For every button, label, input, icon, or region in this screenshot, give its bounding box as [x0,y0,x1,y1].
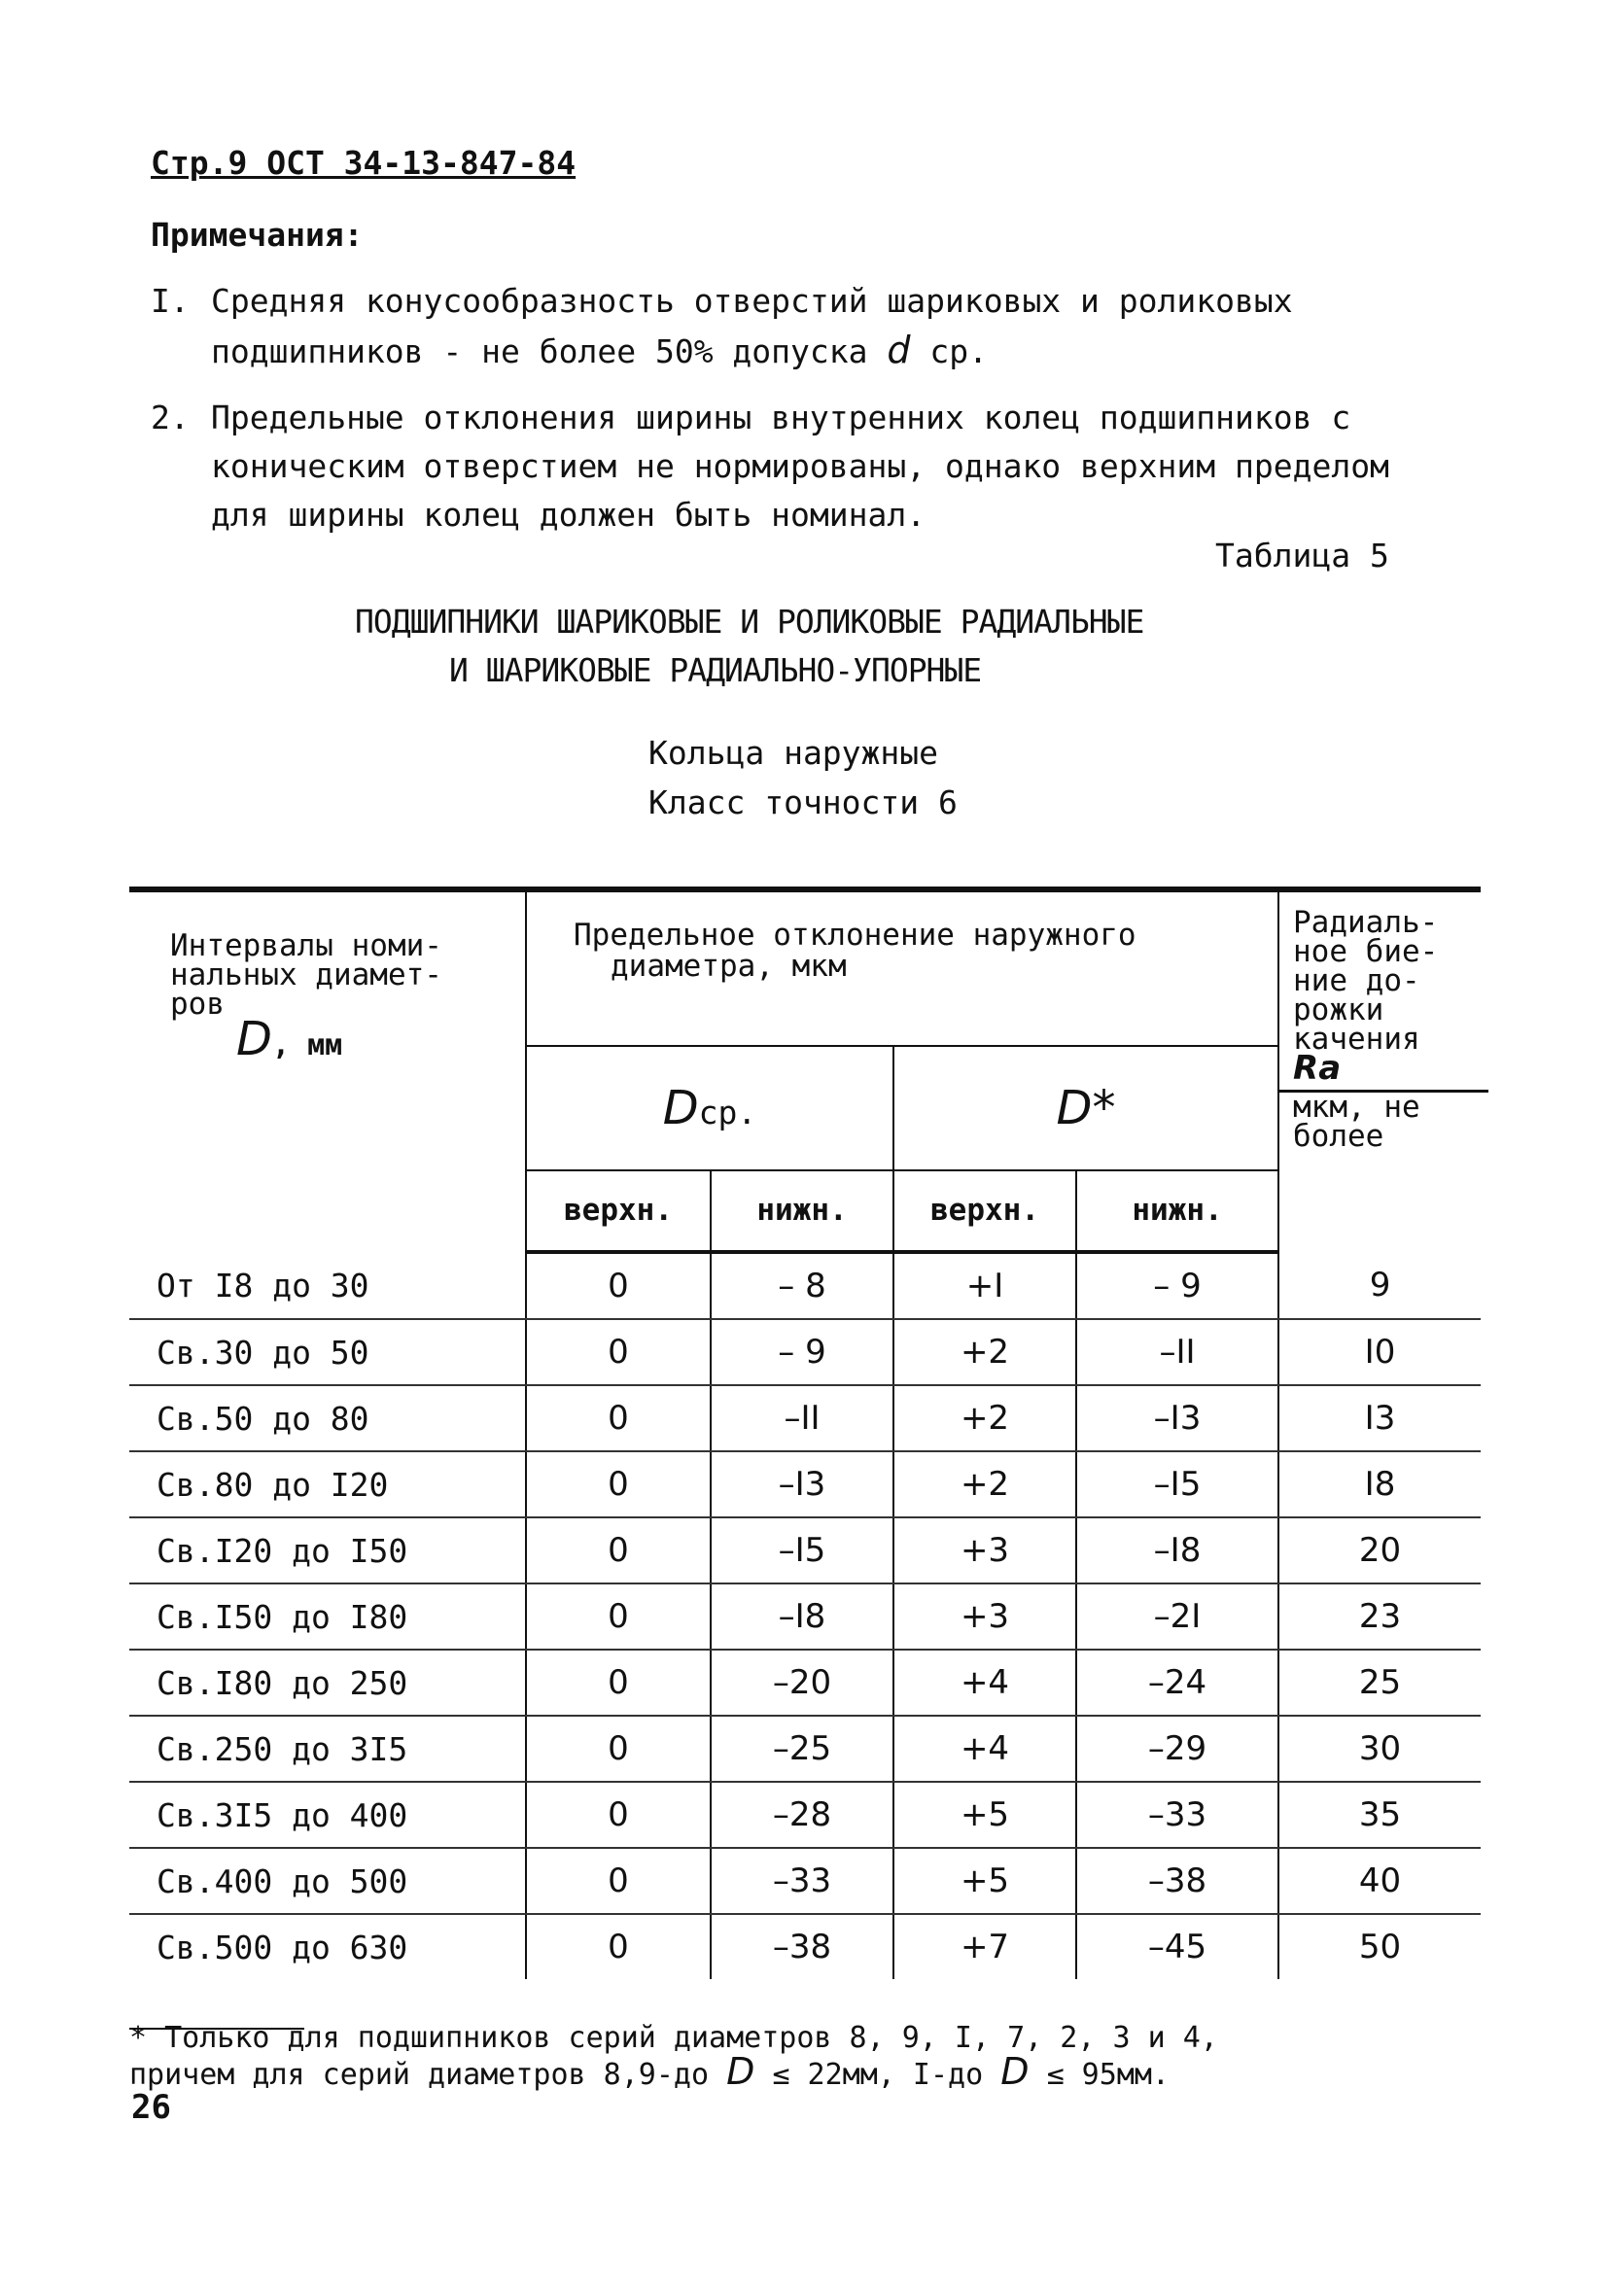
table-subtitle-line-2: Класс точности 6 [648,783,958,821]
cell-runout: I3 [1278,1385,1481,1451]
cell-dmp-lower: –II [711,1385,893,1451]
cell-d-lower: –I3 [1076,1385,1278,1451]
note-2-line-1: Предельные отклонения ширины внутренних колец подшипников с [211,399,1351,436]
cell-interval: От I8 до 30 [129,1252,526,1319]
cell-d-upper: +3 [893,1583,1076,1650]
cell-dmp-upper: 0 [526,1650,711,1716]
cell-dmp-lower: –25 [711,1716,893,1782]
cell-d-lower: –38 [1076,1848,1278,1914]
note-1-line-2: подшипников - не более 50% допуска [211,332,868,370]
cell-runout: 35 [1278,1782,1481,1848]
cell-dmp-lower: –28 [711,1782,893,1848]
table-row [129,1319,1481,1385]
cell-dmp-lower: –33 [711,1848,893,1914]
header-radial-runout: Радиаль- ное бие- ние до- рожки качения Ra мкм, не более [1278,892,1481,1252]
subheader-upper: верхн. [526,1170,711,1252]
table-row [129,1848,1481,1914]
cell-dmp-upper: 0 [526,1782,711,1848]
table-label: Таблица 5 [1215,537,1389,574]
cell-dmp-upper: 0 [526,1914,711,1979]
cell-interval: Св.250 до 3I5 [129,1716,526,1782]
cell-dmp-upper: 0 [526,1319,711,1385]
cell-interval: Св.I50 до I80 [129,1583,526,1650]
table-row [129,1716,1481,1782]
footnote [129,2022,1218,2092]
cell-runout: 50 [1358,1928,1402,1966]
d-symbol: D [236,1012,272,1066]
cell-interval: Св.I80 до 250 [129,1650,526,1716]
subheader-lower: нижн. [1076,1170,1278,1252]
cell-dmp-lower: – 8 [711,1252,893,1319]
cell-runout: 23 [1278,1583,1481,1650]
cell-dmp-lower: –I3 [711,1451,893,1517]
cell-d-lower: –II [1076,1319,1278,1385]
cell-d-upper: +2 [893,1319,1076,1385]
table-subtitle-line-1: Кольца наружные [648,734,939,772]
cell-dmp-upper: 0 [526,1583,711,1650]
cell-dmp-upper: 0 [526,1385,711,1451]
cell-dmp-lower: –38 [711,1914,893,1979]
ra-symbol: Ra [1293,1049,1342,1088]
cell-dmp-lower: –20 [711,1650,893,1716]
cell-dmp-upper: 0 [526,1716,711,1782]
table-row [129,1914,1481,1979]
unit-mm: , мм [271,1028,343,1062]
subheader-upper: верхн. [893,1170,1076,1252]
cell-d-lower: –2I [1076,1583,1278,1650]
cell-d-upper: +2 [893,1451,1076,1517]
cell-d-lower: –I5 [1076,1451,1278,1517]
footnote-line-1: * Только для подшипников серий диаметров 8, 9, I, 7, 2, 3 и 4, [129,2021,1218,2055]
cell-runout: 40 [1278,1848,1481,1914]
cell-d-lower: –45 [1076,1914,1278,1979]
cell-d-upper: +5 [893,1848,1076,1914]
cell-dmp-upper: 0 [526,1848,711,1914]
table-title-line-2: И ШАРИКОВЫЕ РАДИАЛЬНО-УПОРНЫЕ [449,651,982,689]
note-1 [151,277,1293,376]
cell-d-lower: –29 [1076,1716,1278,1782]
cell-interval: Св.400 до 500 [129,1848,526,1914]
table-row [129,1451,1481,1517]
cell-runout: 20 [1278,1517,1481,1583]
footnote-line-2: причем для серий диаметров 8,9-до D ≤ 22мм, I-до D ≤ 95мм. [129,2050,1170,2093]
note-1-line-1: Средняя конусообразность отверстий шариковых и роликовых [211,282,1293,320]
cell-dmp-lower: –I8 [711,1583,893,1650]
header-dmp: Dср. [526,1046,893,1170]
cell-d-upper: +7 [893,1914,1076,1979]
cell-runout: I8 [1278,1451,1481,1517]
note-1-line-2-end: ср. [929,332,988,370]
note-2-line-3: для ширины колец должен быть номинал. [211,496,926,534]
note-2-line-2: коническим отверстием не нормированы, однако верхним пределом [211,447,1389,485]
cell-dmp-upper: 0 [526,1451,711,1517]
table-row [129,1252,1481,1319]
cell-d-upper: +5 [893,1782,1076,1848]
cell-d-upper: +I [893,1252,1076,1319]
d-symbol: D [726,2050,755,2093]
subheader-lower: нижн. [711,1170,893,1252]
header-interval: Интервалы номи- нальных диамет- ров D, мм [129,892,526,1252]
cell-dmp-lower: – 9 [711,1319,893,1385]
cell-d-lower: –24 [1076,1650,1278,1716]
cell-interval: Св.I20 до I50 [129,1517,526,1583]
note-1-number: I. [151,282,190,320]
document-header: Стр.9 ОСТ 34-13-847-84 [151,144,577,182]
page-number: 26 [131,2088,171,2127]
cell-d-lower: –I8 [1076,1517,1278,1583]
cell-runout: 9 [1278,1252,1481,1319]
cell-interval: Св.500 до 630 [129,1914,526,1979]
header-limit-deviation: Предельное отклонение наружного диаметра, мкм [526,892,1278,1046]
cell-runout: I0 [1278,1319,1481,1385]
cell-interval: Св.80 до I20 [129,1451,526,1517]
cell-interval: Св.50 до 80 [129,1385,526,1451]
cell-runout: 30 [1278,1716,1481,1782]
table-row [129,1583,1481,1650]
cell-d-upper: +3 [893,1517,1076,1583]
table-row [129,1517,1481,1583]
d-symbol: D [1000,2050,1030,2093]
cell-interval: Св.30 до 50 [129,1319,526,1385]
cell-d-upper: +4 [893,1716,1076,1782]
cell-dmp-upper: 0 [526,1517,711,1583]
table-row [129,1782,1481,1848]
table-title-line-1: ПОДШИПНИКИ ШАРИКОВЫЕ И РОЛИКОВЫЕ РАДИАЛЬНЫЕ [355,603,1144,641]
cell-d-upper: +4 [893,1650,1076,1716]
cell-dmp-upper: 0 [526,1252,711,1319]
cell-dmp-lower: –I5 [711,1517,893,1583]
cell-d-lower: –33 [1076,1782,1278,1848]
note-2-number: 2. [151,399,190,436]
table-row [129,1385,1481,1451]
table-row [129,1650,1481,1716]
d-symbol: d [887,329,911,371]
cell-d-upper: +2 [893,1385,1076,1451]
cell-d-lower: – 9 [1076,1252,1278,1319]
note-2 [151,394,1389,539]
header-d-star: D* [893,1046,1278,1170]
cell-runout: 25 [1278,1650,1481,1716]
notes-title: Примечания: [151,216,364,254]
cell-interval: Св.3I5 до 400 [129,1782,526,1848]
table-grid [129,892,1481,1979]
